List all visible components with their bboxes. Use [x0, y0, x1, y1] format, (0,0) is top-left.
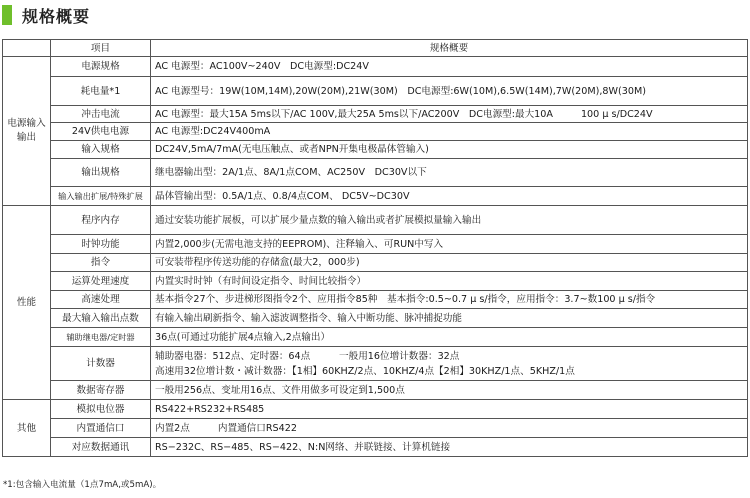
table-row [3, 57, 748, 77]
table-row [3, 419, 748, 438]
table-row [3, 123, 748, 141]
category-power: 电源输入输出 [3, 57, 51, 206]
row-value: DC24V,5mA/7mA(无电压触点、或者NPN开集电极晶体管输入) [151, 141, 748, 159]
header-spec: 规格概要 [151, 40, 748, 57]
header-item: 项目 [51, 40, 151, 57]
row-item: 输出规格 [51, 159, 151, 187]
table-row [3, 141, 748, 159]
row-item: 对应数据通讯 [51, 438, 151, 457]
table-header-row [3, 40, 748, 57]
row-item: 最大输入输出点数 [51, 309, 151, 328]
table-row [3, 438, 748, 457]
row-value-extra: 内置通信口RS422 [217, 422, 297, 434]
row-value: RS−232C、RS−485、RS−422、N:N网络、并联链接、计算机链接 [151, 438, 748, 457]
row-value: AC 电源型号：19W(10M,14M),20W(20M),21W(30M) DC电源型:6W(10M),6.5W(14M),7W(20M),8W(30M) [151, 77, 748, 106]
row-value: 通过安装功能扩展板，可以扩展少量点数的输入输出或者扩展模拟量输入输出 [151, 206, 748, 235]
spec-table [2, 39, 748, 457]
row-item: 时钟功能 [51, 235, 151, 254]
table-row [3, 328, 748, 347]
table-row [3, 291, 748, 309]
row-value-line2: 高速用32位增计数・减计数器：【1相】60KHZ/2点、10KHZ/4点【2相】30KHZ/1点、5KHZ/1点 [155, 365, 575, 377]
table-row [3, 347, 748, 381]
table-row [3, 381, 748, 400]
row-item: 指令 [51, 254, 151, 272]
table-row [3, 400, 748, 419]
row-value [151, 347, 748, 381]
row-item: 输入输出扩展/特殊扩展 [51, 187, 151, 206]
row-value-line1: 辅助器电器：512点、定时器：64点 一般用16位增计数器：32点 [155, 350, 460, 362]
row-value: 可安装带程序传送功能的存储盒(最大2，000步) [151, 254, 748, 272]
table-row [3, 235, 748, 254]
row-value: 36点(可通过功能扩展4点输入,2点输出） [151, 328, 748, 347]
row-value: 有输入输出刷新指令、输入滤波调整指令、输入中断功能、脉冲捕捉功能 [151, 309, 748, 328]
row-value: 晶体管输出型：0.5A/1点、0.8/4点COM、 DC5V~DC30V [151, 187, 748, 206]
row-value: 继电器输出型：2A/1点、8A/1点COM、AC250V DC30V以下 [151, 159, 748, 187]
row-value [151, 419, 748, 438]
category-performance: 性能 [3, 206, 51, 400]
page-title: 规格概要 [22, 7, 91, 26]
row-item: 内置通信口 [51, 419, 151, 438]
row-item: 运算处理速度 [51, 272, 151, 291]
table-row [3, 77, 748, 106]
row-value: 一般用256点、变址用16点、文件用做多可设定到1,500点 [151, 381, 748, 400]
row-item: 耗电量*1 [51, 77, 151, 106]
row-item: 程序内存 [51, 206, 151, 235]
header-blank [3, 40, 51, 57]
row-item: 电源规格 [51, 57, 151, 77]
row-item: 计数器 [51, 347, 151, 381]
row-value-main: 内置2点 [155, 422, 190, 434]
row-item: 模拟电位器 [51, 400, 151, 419]
footnote: *1:包含输入电流量（1点7mA,或5mA)。 [3, 480, 162, 490]
table-row [3, 309, 748, 328]
section-header [0, 0, 750, 30]
row-item: 高速处理 [51, 291, 151, 309]
row-value: 内置实时时钟（有时间设定指令、时间比较指令） [151, 272, 748, 291]
row-value: 基本指令27个、步进梯形图指令2个、应用指令85种 基本指令:0.5~0.7 μ s/指令，应用指令：3.7~数100 μ s/指令 [151, 291, 748, 309]
table-row [3, 187, 748, 206]
row-value-main: AC 电源型：最大15A 5ms以下/AC 100V,最大25A 5ms以下/AC200V DC电源型:最大10A [155, 108, 553, 120]
table-row [3, 106, 748, 123]
row-item: 辅助继电器/定时器 [51, 328, 151, 347]
table-row [3, 254, 748, 272]
row-value [151, 106, 748, 123]
row-item: 24V供电电源 [51, 123, 151, 141]
row-item: 数据寄存器 [51, 381, 151, 400]
category-other: 其他 [3, 400, 51, 457]
row-value: AC 电源型:DC24V400mA [151, 123, 748, 141]
row-value: AC 电源型：AC100V~240V DC电源型:DC24V [151, 57, 748, 77]
table-row [3, 206, 748, 235]
row-value-extra: 100 μ s/DC24V [580, 108, 653, 120]
table-row [3, 272, 748, 291]
table-row [3, 159, 748, 187]
row-item: 输入规格 [51, 141, 151, 159]
row-value: 内置2,000步(无需电池支持的EEPROM)、注释输入、可RUN中写入 [151, 235, 748, 254]
row-value: RS422+RS232+RS485 [151, 400, 748, 419]
section-marker [2, 5, 12, 25]
row-item: 冲击电流 [51, 106, 151, 123]
